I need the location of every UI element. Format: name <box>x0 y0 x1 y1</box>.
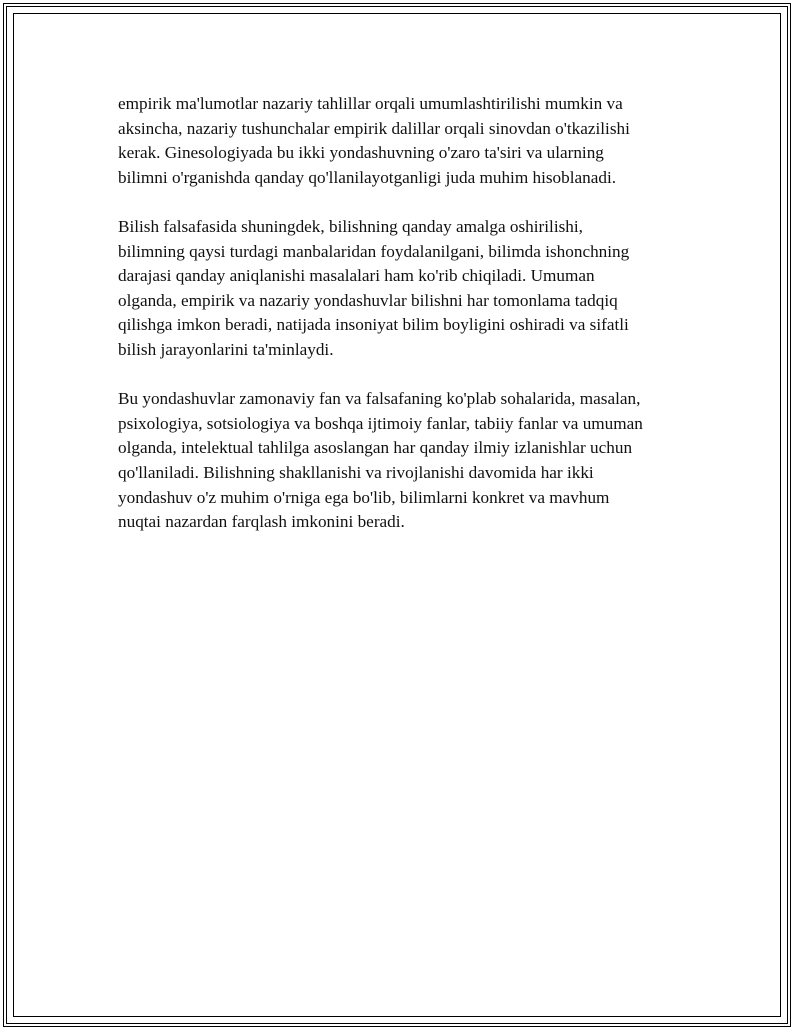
text-line: kerak. Ginesologiyada bu ikki yondashuvning o'zaro ta'siri va ularning <box>118 143 604 163</box>
text-line: yondashuv o'z muhim o'rniga ega bo'lib, bilimlarni konkret va mavhum <box>118 487 610 507</box>
text-line: psixologiya, sotsiologiya va boshqa ijtimoiy fanlar, tabiiy fanlar va umuman <box>118 413 643 433</box>
text-line: bilish jarayonlarini ta'minlaydi. <box>118 339 334 359</box>
text-line: bilimning qaysi turdagi manbalaridan foydalanilgani, bilimda ishonchning <box>118 241 630 261</box>
paragraph-3 <box>118 387 698 535</box>
text-line: bilimni o'rganishda qanday qo'llanilayotganligi juda muhim hisoblanadi. <box>118 167 617 187</box>
document-body <box>118 92 698 559</box>
text-line: olganda, intelektual tahlilga asoslangan har qanday ilmiy izlanishlar uchun <box>118 438 633 458</box>
text-line: Bu yondashuvlar zamonaviy fan va falsafaning ko'plab sohalarida, masalan, <box>118 389 641 409</box>
text-line: aksincha, nazariy tushunchalar empirik dalillar orqali sinovdan o'tkazilishi <box>118 118 630 138</box>
text-line: Bilish falsafasida shuningdek, bilishning qanday amalga oshirilishi, <box>118 216 583 236</box>
paragraph-1 <box>118 92 698 190</box>
text-line: nuqtai nazardan farqlash imkonini beradi. <box>118 512 405 532</box>
paragraph-2 <box>118 215 698 363</box>
text-line: empirik ma'lumotlar nazariy tahlillar orqali umumlashtirilishi mumkin va <box>118 94 623 113</box>
text-line: darajasi qanday aniqlanishi masalalari ham ko'rib chiqiladi. Umuman <box>118 266 595 286</box>
text-line: qilishga imkon beradi, natijada insoniyat bilim boyligini oshiradi va sifatli <box>118 315 629 335</box>
text-line: olganda, empirik va nazariy yondashuvlar bilishni har tomonlama tadqiq <box>118 290 618 310</box>
text-line: qo'llaniladi. Bilishning shakllanishi va rivojlanishi davomida har ikki <box>118 462 594 482</box>
